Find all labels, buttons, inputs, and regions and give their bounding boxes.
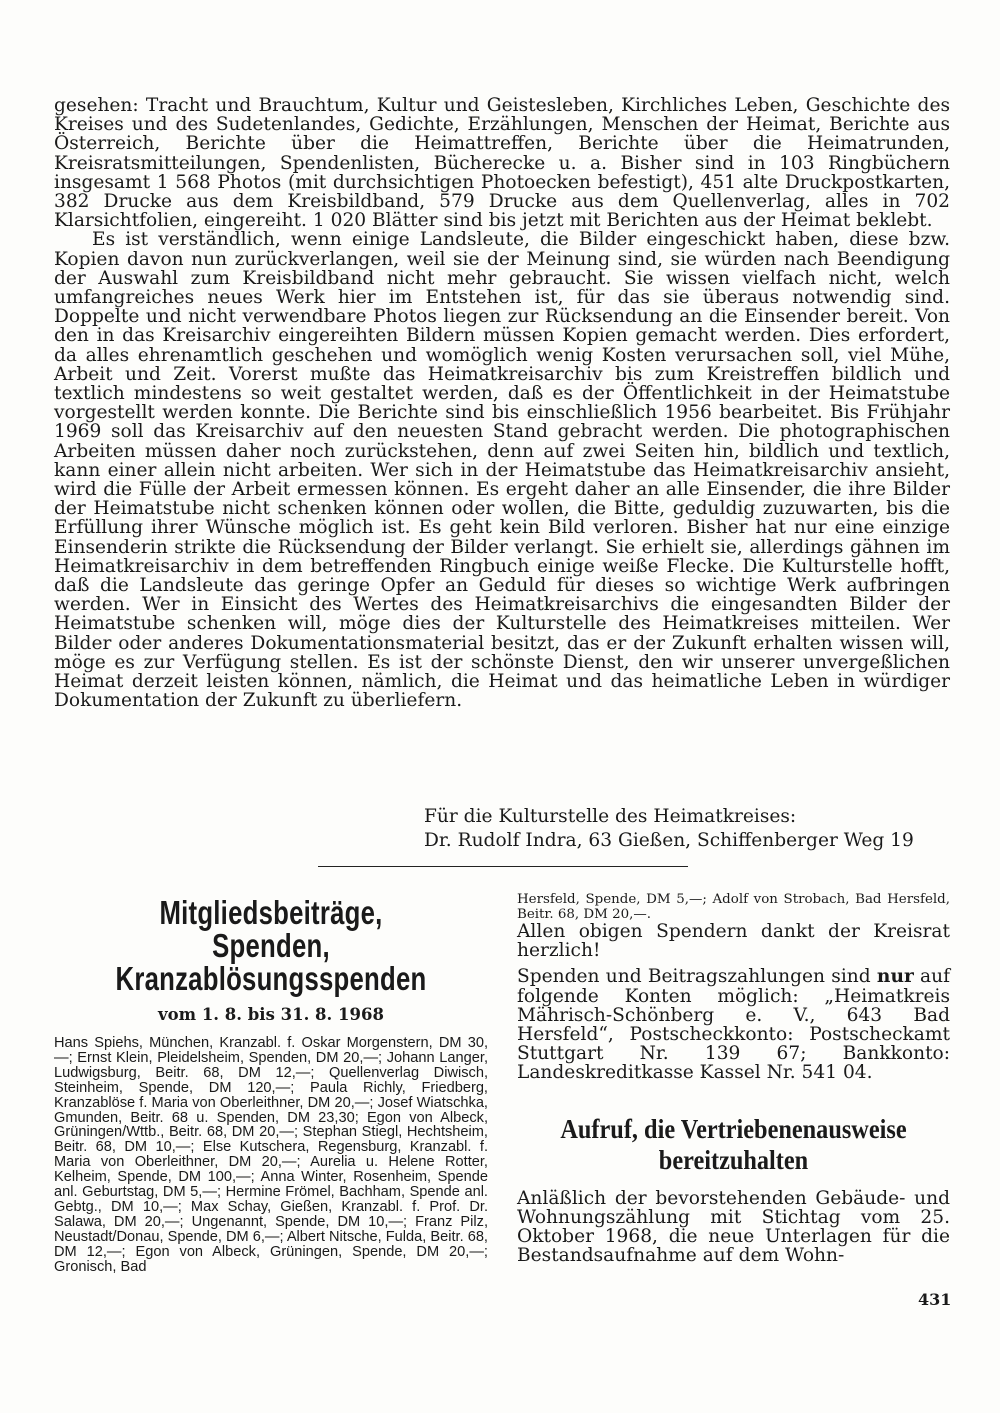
right-column (517, 892, 950, 1265)
signature-line-1: Für die Kulturstelle des Heimatkreises: (424, 806, 797, 827)
aufruf-heading (539, 1114, 929, 1176)
donations-list: Hans Spiehs, München, Kranzabl. f. Oskar Morgenstern, DM 30,—; Ernst Klein, Pleidelsheim, Spenden, DM 20,—; Johann Langer, Ludwigsburg, Beitr. 68, DM 12,—; Quellenverlag Diwisch, Steinheim, Spende, DM 120,—; Paula Richly, Friedberg, Kranzablöse f. Maria von Oberleithner, DM 20,—; Josef Wiatschka, Gmunden, Beitr. 68 u. Spenden, DM 23,30; Egon von Albeck, Grüningen/Wttb., Beitr. 68, DM 20,—; Stephan Stiegl, Hechtsheim, Beitr. 68, DM 10,—; Else Kutschera, Regensburg, Kranzabl. f. Maria von Oberleithner, DM 20,—; Aurelia u. Helene Rotter, Kelheim, Spende, DM 100,—; Anna Winter, Rosenheim, Spende anl. Geburtstag, DM 5,—; Hermine Frömel, Bachham, Spende anl. Gebtg., DM 10,—; Max Schay, Gießen, Kranzabl. f. Prof. Dr. Salawa, DM 20,—; Ungenannt, Spende, DM 10,—; Franz Pilz, Neustadt/Donau, Spende, DM 6,—; Albert Nitsche, Fulda, Beitr. 68, DM 12,—; Egon von Albeck, Grüningen, Spende, DM 20,—; Gronisch, Bad (54, 1035, 488, 1275)
thanks-text: Allen obigen Spendern dankt der Kreisrat herzlich! (517, 921, 950, 962)
aufruf-heading-line-2: bereitzuhalten (658, 1144, 809, 1175)
page-number: 431 (918, 1290, 952, 1309)
article-paragraph-2: Es ist verständlich, wenn einige Landsleute, die Bilder eingeschickt haben, diese bzw. Kopien davon nun zurückverlangen, weil sie der Meinung sind, sie würden nach Beendigung der Auswahl zum Kreisbildband nicht mehr gebraucht. Sie wissen vielfach nicht, welch umfangreiches neues Werk hier im Entstehen ist, für das sie überaus notwendig sind. Doppelte und nicht verwendbare Photos liegen zur Rücksendung an die Einsender bereit. Von den in das Kreisarchiv eingereihten Bildern müssen Kopien gemacht werden. Dies erfordert, da alles ehrenamtlich geschehen und womöglich wenig Kosten verursachen soll, viel Mühe, Arbeit und Zeit. Vorerst mußte das Heimatkreisarchiv bis zum Kreistreffen bildlich und textlich mindestens so weit gestaltet werden, daß es der Öffentlichkeit in der Heimatstube vorgestellt werden konnte. Die Berichte sind bis einschließlich 1956 bearbeitet. Bis Frühjahr 1969 soll das Kreisarchiv auf den neuesten Stand gebracht werden. Die photographischen Arbeiten müssen daher noch zurückstehen, denn auf zwei Seiten hin, bildlich und textlich, kann einer allein nicht arbeiten. Wer sich in der Heimatstube das Heimatkreisarchiv ansieht, wird die Fülle der Arbeit ermessen können. Es ergeht daher an alle Einsender, die ihre Bilder der Heimatstube nicht schenken können oder wollen, die Bitte, geduldig zuzuwarten, bis die Erfüllung ihrer Wünsche möglich ist. Es geht kein Bild verloren. Bisher hat nur eine einzige Einsenderin strikte die Rücksendung der Bilder verlangt. Sie erhielt sie, allerdings gähnen im Heimatkreisarchiv in dem betreffenden Ringbuch einige weiße Flecke. Die Kulturstelle hofft, daß die Landsleute das geringe Opfer an Geduld für dieses so wichtige Werk aufbringen werden. Wer in Einsicht des Wertes des Heimatkreisarchivs die eingesandten Bilder der Heimatstube schenken will, möge dies der Kulturstelle des Heimatkreises mitteilen. Wer Bilder oder anderes Dokumentationsmaterial besitzt, das er der Zukunft erhalten wissen will, möge es zur Verfügung stellen. Es ist der schönste Dienst, den wir unserer unvergeßlichen Heimat derzeit leisten können, nämlich, die Heimat und das heimatliche Leben in würdiger Dokumentation der Zukunft zu überliefern. (54, 229, 950, 712)
aufruf-text: Anläßlich der bevorstehenden Gebäude- und Wohnungszählung mit Stichtag vom 25. Oktober 1968, die neue Unterlagen für die Bestandsaufnahme auf dem Wohn- (517, 1187, 950, 1267)
article-paragraph-1: gesehen: Tracht und Brauchtum, Kultur und Geistesleben, Kirchliches Leben, Geschichte des Kreises und des Sudetenlandes, Gedichte, Erzählungen, Menschen der Heimat, Berichte aus Österreich, Berichte über die Heimattreffen, Berichte über die Heimatrunden, Kreisratsmitteilungen, Spendenlisten, Bücherecke u. a. Bisher sind in 103 Ringbüchern insgesamt 1 568 Photos (mit durchsichtigen Photoecken befestigt), 451 alte Druckpostkarten, 382 Drucke aus dem Kreisbildband, 579 Drucke aus dem Quellenverlag, alles in 702 Klarsichtfolien, eingereiht. 1 020 Blätter sind bis jetzt mit Berichten aus der Heimat beklebt. (54, 95, 950, 232)
main-article (54, 96, 950, 711)
donations-list-continued: Hersfeld, Spende, DM 5,—; Adolf von Strobach, Bad Hersfeld, Beitr. 68, DM 20,—. (517, 892, 950, 922)
donations-heading-line-2: Kranzablösungsspenden (115, 960, 427, 997)
donations-heading-line-1: Mitgliedsbeiträge, Spenden, (159, 894, 383, 964)
payment-info-start: Spenden und Beitragszahlungen sind (517, 966, 871, 988)
section-divider (318, 866, 688, 867)
payment-info-emphasis: nur (876, 966, 914, 988)
aufruf-heading-line-1: Aufruf, die Vertriebenenausweise (560, 1113, 907, 1144)
payment-info (517, 967, 950, 1082)
donations-date-range: vom 1. 8. bis 31. 8. 1968 (158, 1005, 384, 1024)
signature-block (424, 805, 914, 853)
donations-column (54, 896, 488, 1275)
signature-line-2: Dr. Rudolf Indra, 63 Gießen, Schiffenberger Weg 19 (424, 830, 914, 851)
payment-info-rest: auf folgende Konten möglich: „Heimatkreis Mährisch-Schönberg e. V., 643 Bad Hersfeld“, Postscheckkonto: Postscheckamt Stuttgart Nr. 139 67; Bankkonto: Landeskreditkasse Kassel Nr. 541 04. (517, 966, 950, 1084)
